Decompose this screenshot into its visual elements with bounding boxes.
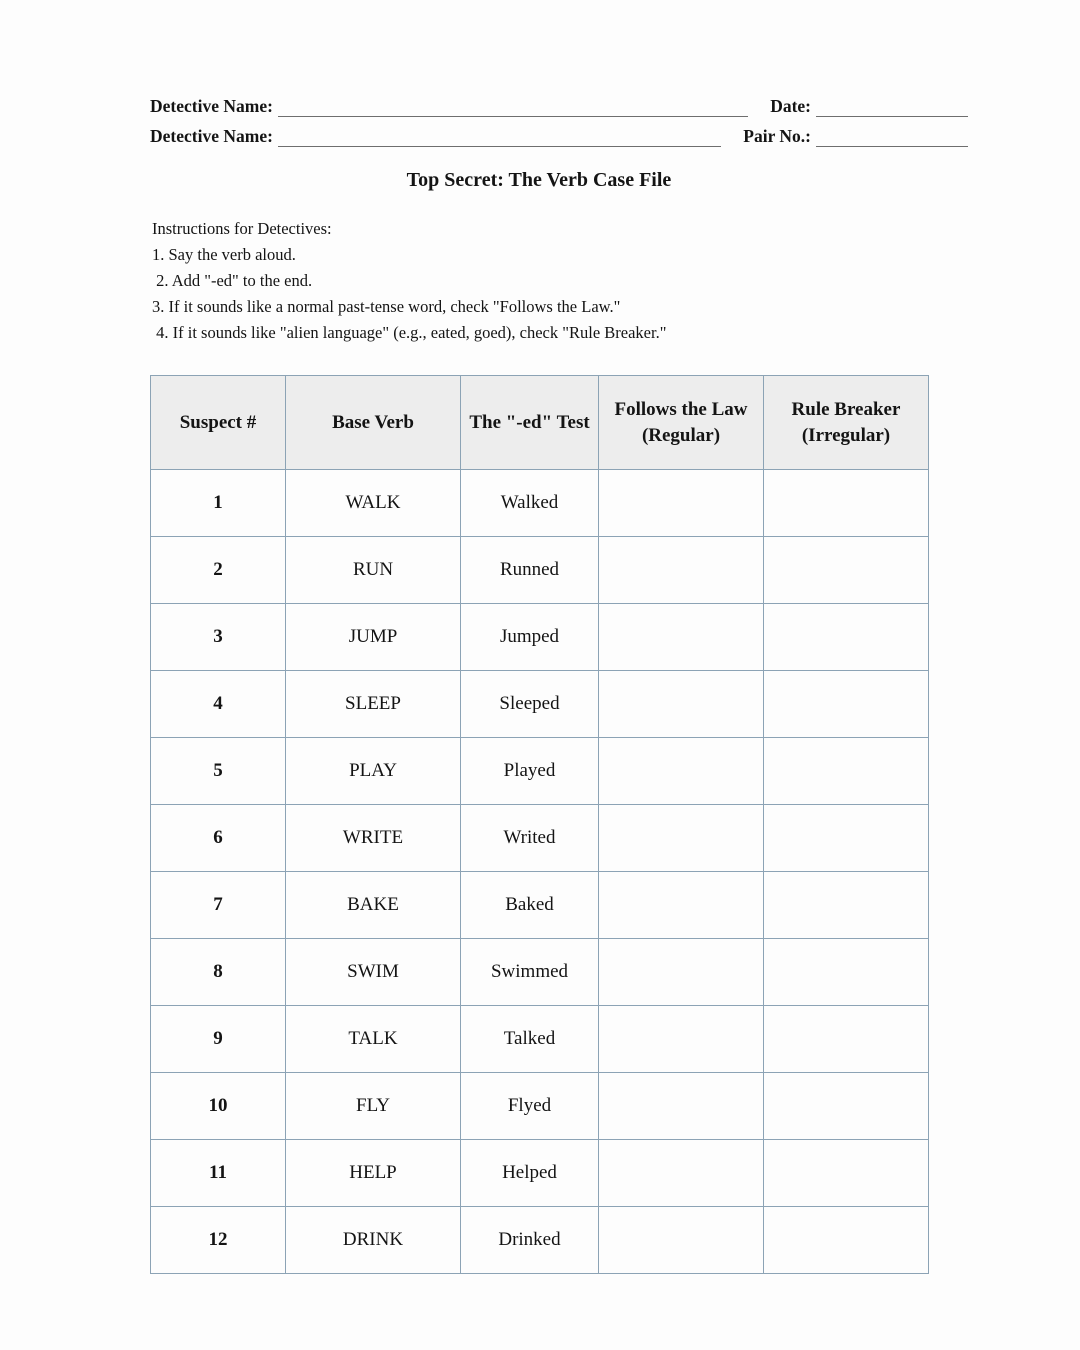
suspect-number-cell: 6 bbox=[151, 805, 286, 872]
name-date-row-1 bbox=[150, 96, 968, 117]
table-header-row bbox=[151, 376, 929, 470]
suspect-number-cell: 3 bbox=[151, 604, 286, 671]
rule-breaker-check-cell[interactable] bbox=[764, 1073, 929, 1140]
base-verb-cell: PLAY bbox=[286, 738, 461, 805]
instruction-step-1: 1. Say the verb aloud. bbox=[152, 245, 296, 264]
rule-breaker-check-cell[interactable] bbox=[764, 1140, 929, 1207]
date-label: Date: bbox=[770, 96, 811, 116]
detective-name-label-2: Detective Name: bbox=[150, 126, 273, 146]
table-row bbox=[151, 1207, 929, 1274]
table-row bbox=[151, 604, 929, 671]
table-row bbox=[151, 939, 929, 1006]
ed-test-cell: Baked bbox=[461, 872, 599, 939]
header-follows-law: Follows the Law (Regular) bbox=[599, 376, 764, 470]
suspect-number-cell: 1 bbox=[151, 470, 286, 537]
instructions-block bbox=[152, 216, 968, 346]
follows-law-check-cell[interactable] bbox=[599, 939, 764, 1006]
ed-test-cell: Played bbox=[461, 738, 599, 805]
suspect-number-cell: 7 bbox=[151, 872, 286, 939]
rule-breaker-check-cell[interactable] bbox=[764, 1006, 929, 1073]
base-verb-cell: BAKE bbox=[286, 872, 461, 939]
ed-test-cell: Writed bbox=[461, 805, 599, 872]
table-row bbox=[151, 1140, 929, 1207]
ed-test-cell: Walked bbox=[461, 470, 599, 537]
follows-law-check-cell[interactable] bbox=[599, 671, 764, 738]
suspect-number-cell: 10 bbox=[151, 1073, 286, 1140]
detective-name-blank-1[interactable] bbox=[278, 99, 748, 117]
date-blank[interactable] bbox=[816, 99, 968, 117]
follows-law-check-cell[interactable] bbox=[599, 537, 764, 604]
page-title: Top Secret: The Verb Case File bbox=[406, 169, 672, 191]
ed-test-cell: Sleeped bbox=[461, 671, 599, 738]
rule-breaker-check-cell[interactable] bbox=[764, 537, 929, 604]
suspect-number-cell: 9 bbox=[151, 1006, 286, 1073]
suspect-number-cell: 4 bbox=[151, 671, 286, 738]
table-row bbox=[151, 1006, 929, 1073]
base-verb-cell: DRINK bbox=[286, 1207, 461, 1274]
base-verb-cell: WALK bbox=[286, 470, 461, 537]
ed-test-cell: Flyed bbox=[461, 1073, 599, 1140]
suspect-number-cell: 5 bbox=[151, 738, 286, 805]
header-rule-breaker: Rule Breaker (Irregular) bbox=[764, 376, 929, 470]
ed-test-cell: Jumped bbox=[461, 604, 599, 671]
follows-law-check-cell[interactable] bbox=[599, 872, 764, 939]
ed-test-cell: Swimmed bbox=[461, 939, 599, 1006]
suspect-number-cell: 12 bbox=[151, 1207, 286, 1274]
follows-law-check-cell[interactable] bbox=[599, 738, 764, 805]
instruction-step-2: 2. Add "-ed" to the end. bbox=[152, 271, 313, 290]
suspect-number-cell: 2 bbox=[151, 537, 286, 604]
follows-law-check-cell[interactable] bbox=[599, 1140, 764, 1207]
base-verb-cell: SLEEP bbox=[286, 671, 461, 738]
table-row bbox=[151, 872, 929, 939]
base-verb-cell: WRITE bbox=[286, 805, 461, 872]
table-row bbox=[151, 1073, 929, 1140]
instruction-step-3: 3. If it sounds like a normal past-tense word, check "Follows the Law." bbox=[152, 297, 621, 316]
pair-no-label: Pair No.: bbox=[743, 126, 811, 146]
follows-law-check-cell[interactable] bbox=[599, 1073, 764, 1140]
follows-law-check-cell[interactable] bbox=[599, 805, 764, 872]
rule-breaker-check-cell[interactable] bbox=[764, 805, 929, 872]
header-ed-test: The "-ed" Test bbox=[461, 376, 599, 470]
base-verb-cell: TALK bbox=[286, 1006, 461, 1073]
table-row bbox=[151, 738, 929, 805]
ed-test-cell: Helped bbox=[461, 1140, 599, 1207]
follows-law-check-cell[interactable] bbox=[599, 1207, 764, 1274]
detective-name-blank-2[interactable] bbox=[278, 129, 721, 147]
table-row bbox=[151, 537, 929, 604]
instruction-step-4: 4. If it sounds like "alien language" (e.g., eated, goed), check "Rule Breaker." bbox=[152, 323, 667, 342]
rule-breaker-check-cell[interactable] bbox=[764, 470, 929, 537]
rule-breaker-check-cell[interactable] bbox=[764, 939, 929, 1006]
base-verb-cell: FLY bbox=[286, 1073, 461, 1140]
follows-law-check-cell[interactable] bbox=[599, 1006, 764, 1073]
instructions-heading: Instructions for Detectives: bbox=[152, 219, 332, 238]
suspect-number-cell: 8 bbox=[151, 939, 286, 1006]
ed-test-cell: Drinked bbox=[461, 1207, 599, 1274]
rule-breaker-check-cell[interactable] bbox=[764, 1207, 929, 1274]
follows-law-check-cell[interactable] bbox=[599, 470, 764, 537]
base-verb-cell: SWIM bbox=[286, 939, 461, 1006]
verb-case-table bbox=[150, 375, 929, 1274]
suspect-number-cell: 11 bbox=[151, 1140, 286, 1207]
pair-no-blank[interactable] bbox=[816, 129, 968, 147]
rule-breaker-check-cell[interactable] bbox=[764, 604, 929, 671]
table-row bbox=[151, 671, 929, 738]
base-verb-cell: JUMP bbox=[286, 604, 461, 671]
detective-name-label-1: Detective Name: bbox=[150, 96, 273, 116]
header-suspect-number: Suspect # bbox=[151, 376, 286, 470]
table-row bbox=[151, 805, 929, 872]
base-verb-cell: HELP bbox=[286, 1140, 461, 1207]
name-pair-row-2 bbox=[150, 126, 968, 147]
base-verb-cell: RUN bbox=[286, 537, 461, 604]
ed-test-cell: Runned bbox=[461, 537, 599, 604]
rule-breaker-check-cell[interactable] bbox=[764, 738, 929, 805]
rule-breaker-check-cell[interactable] bbox=[764, 671, 929, 738]
table-row bbox=[151, 470, 929, 537]
rule-breaker-check-cell[interactable] bbox=[764, 872, 929, 939]
header-base-verb: Base Verb bbox=[286, 376, 461, 470]
follows-law-check-cell[interactable] bbox=[599, 604, 764, 671]
ed-test-cell: Talked bbox=[461, 1006, 599, 1073]
